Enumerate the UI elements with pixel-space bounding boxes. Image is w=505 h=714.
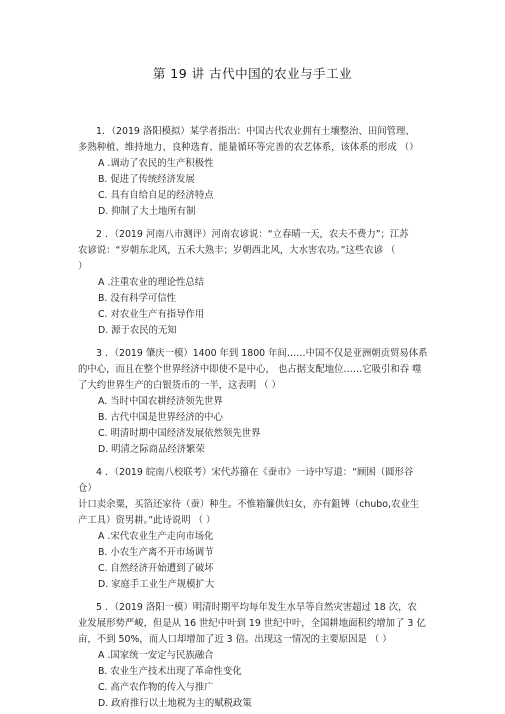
question-stem-line: 计口卖余粟，买箔还家待（蚕）种生。不惟箱簾供妇女，亦有鉏镈（chubo,农业生 bbox=[78, 499, 420, 510]
option-d: D. 明清之际商品经济繁荣 bbox=[98, 444, 205, 455]
question-stem-line: 2 ．（2019 河南八市测评）河南农谚说：“立春晴一天，农夫不费力”；江苏 bbox=[96, 229, 409, 240]
option-c: C. 明清时期中国经济发展依然领先世界 bbox=[98, 428, 261, 439]
question-stem-line: 业发展形势严峻，但是从 16 世纪中叶到 19 世纪中叶，全国耕地面积约增加了 3 亿 bbox=[78, 618, 426, 629]
question-4 bbox=[78, 465, 448, 593]
option-a: A. 当时中国农耕经济领先世界 bbox=[98, 396, 223, 407]
question-stem-line: 4 ．（2019 皖南八校联考）宋代苏籀在《蚕市》一诗中写道：“顾困（圆形谷 bbox=[96, 467, 414, 478]
question-stem-line: 仓） bbox=[78, 483, 97, 494]
question-stem-line: 产工具）资男耕。”此诗说明 （ ） bbox=[78, 515, 216, 526]
option-b: B. 促进了传统经济发展 bbox=[98, 174, 195, 185]
option-c: C. 具有自给自足的经济特点 bbox=[98, 190, 214, 201]
question-stem-line: ） bbox=[78, 261, 88, 272]
question-stem-line: 了大约世界生产的白银货币的一半，这表明 （ ） bbox=[78, 380, 281, 391]
option-c: C. 高产农作物的传入与推广 bbox=[98, 682, 214, 693]
option-d: D. 家庭手工业生产规模扩大 bbox=[98, 579, 215, 590]
option-c: C. 对农业生产有指导作用 bbox=[98, 309, 205, 320]
question-stem-line: 1．（2019 洛阳模拟）某学者指出：中国古代农业拥有土壤整治、田间管理、 bbox=[96, 126, 415, 137]
question-3 bbox=[78, 346, 448, 458]
question-stem-line: 3 ．（2019 肇庆一模）1400 年到 1800 年间……中国不仅是亚洲朝贡贸易体系 bbox=[96, 348, 428, 359]
option-d: D. 源于农民的无知 bbox=[98, 325, 177, 336]
option-b: B. 小农生产离不开市场调节 bbox=[98, 547, 214, 558]
question-stem-line: 5 ．（2019 洛阳一模）明清时期平均每年发生水旱等自然灾害超过 18 次，农 bbox=[96, 602, 417, 613]
option-a: A .国家统一安定与民族融合 bbox=[98, 650, 214, 661]
question-2 bbox=[78, 227, 448, 339]
option-a: A .调动了农民的生产积极性 bbox=[98, 158, 214, 169]
option-d: D. 政府推行以土地税为主的赋税政策 bbox=[98, 698, 252, 709]
question-stem-line: 亩，不到 50%，而人口却增加了近 3 倍。出现这一情况的主要原因是 （ ） bbox=[78, 634, 392, 645]
option-b: B. 农业生产技术出现了革命性变化 bbox=[98, 666, 242, 677]
option-b: B. 古代中国是世界经济的中心 bbox=[98, 412, 223, 423]
option-a: A .注重农业的理论性总结 bbox=[98, 277, 205, 288]
option-b: B. 没有科学可信性 bbox=[98, 293, 177, 304]
option-d: D. 抑制了大土地所有制 bbox=[98, 206, 196, 217]
question-list bbox=[78, 124, 448, 712]
page-title: 第 19 讲 古代中国的农业与手工业 bbox=[152, 66, 353, 81]
option-c: C. 自然经济开始遭到了破坏 bbox=[98, 563, 214, 574]
question-stem-line: 农谚说：“岁朝东北风，五禾大熟丰；岁朝西北风，大水害农功。”这些农谚 （ bbox=[78, 245, 396, 256]
option-a: A .宋代农业生产走向市场化 bbox=[98, 531, 214, 542]
question-1 bbox=[78, 124, 448, 220]
question-stem-line: 的中心，而且在整个世界经济中即使不是中心， 也占据支配地位……它吸引和吞 噬 bbox=[78, 364, 422, 375]
question-5 bbox=[78, 600, 448, 712]
question-stem-line: 多熟种植、维持地力、良种选育、能量循环等完善的农艺体系，该体系的形成 （） bbox=[78, 142, 419, 153]
